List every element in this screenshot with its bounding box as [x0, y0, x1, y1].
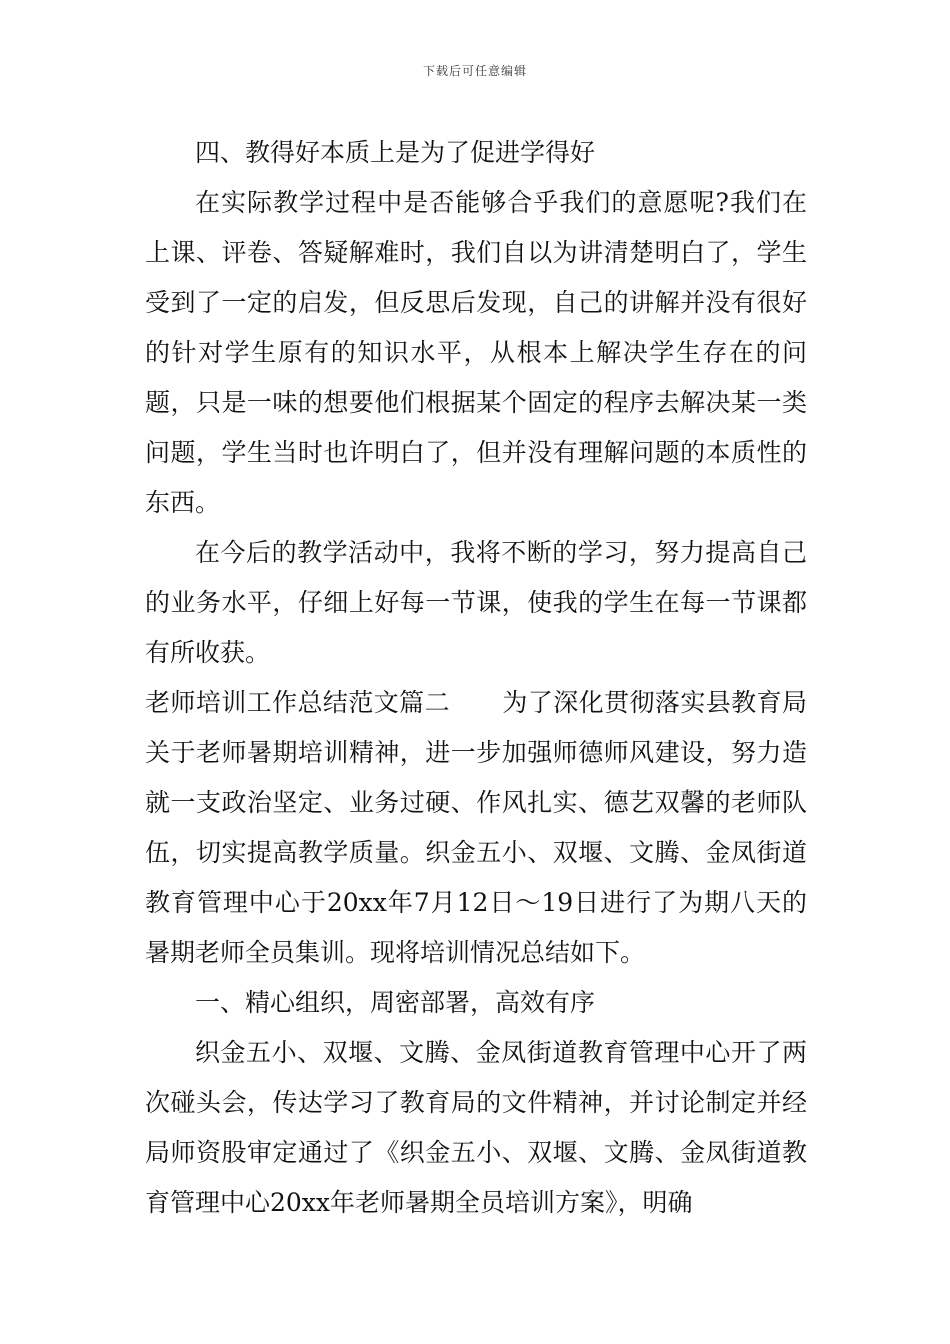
- paragraph-part-two: [145, 678, 807, 978]
- section-heading-4: 四、教得好本质上是为了促进学得好: [195, 138, 596, 167]
- section-heading-1: 一、精心组织，周密部署，高效有序: [195, 988, 596, 1017]
- article-intro: 为了深化贯彻落实县教育局关于老师暑期培训精神，进一步加强师德师风建设，努力造就一支政治坚定、业务过硬、作风扎实、德艺双馨的老师队伍，切实提高教学质量。织金五小、双堰、文腾、金凤街道教育管理中心于20xx年7月12日～19日进行了为期八天的暑期老师全员集训。现将培训情况总结如下。: [145, 688, 807, 967]
- article-title: 老师培训工作总结范文篇二: [145, 688, 450, 717]
- paragraph-future: 在今后的教学活动中，我将不断的学习，努力提高自己的业务水平，仔细上好每一节课，使我的学生在每一节课都有所收获。: [145, 538, 807, 667]
- document-body: [145, 128, 807, 1228]
- paragraph-organization: 织金五小、双堰、文腾、金凤街道教育管理中心开了两次碰头会，传达学习了教育局的文件精神，并讨论制定并经局师资股审定通过了《织金五小、双堰、文腾、金凤街道教育管理中心20xx年老师暑期全员培训方案》，明确: [145, 1038, 807, 1217]
- paragraph-reflection: 在实际教学过程中是否能够合乎我们的意愿呢?我们在上课、评卷、答疑解难时，我们自以为讲清楚明白了，学生受到了一定的启发，但反思后发现，自己的讲解并没有很好的针对学生原有的知识水平，从根本上解决学生存在的问题，只是一味的想要他们根据某个固定的程序去解决某一类问题，学生当时也许明白了，但并没有理解问题的本质性的东西。: [145, 188, 807, 517]
- page-header: 下载后可任意编辑: [422, 64, 527, 78]
